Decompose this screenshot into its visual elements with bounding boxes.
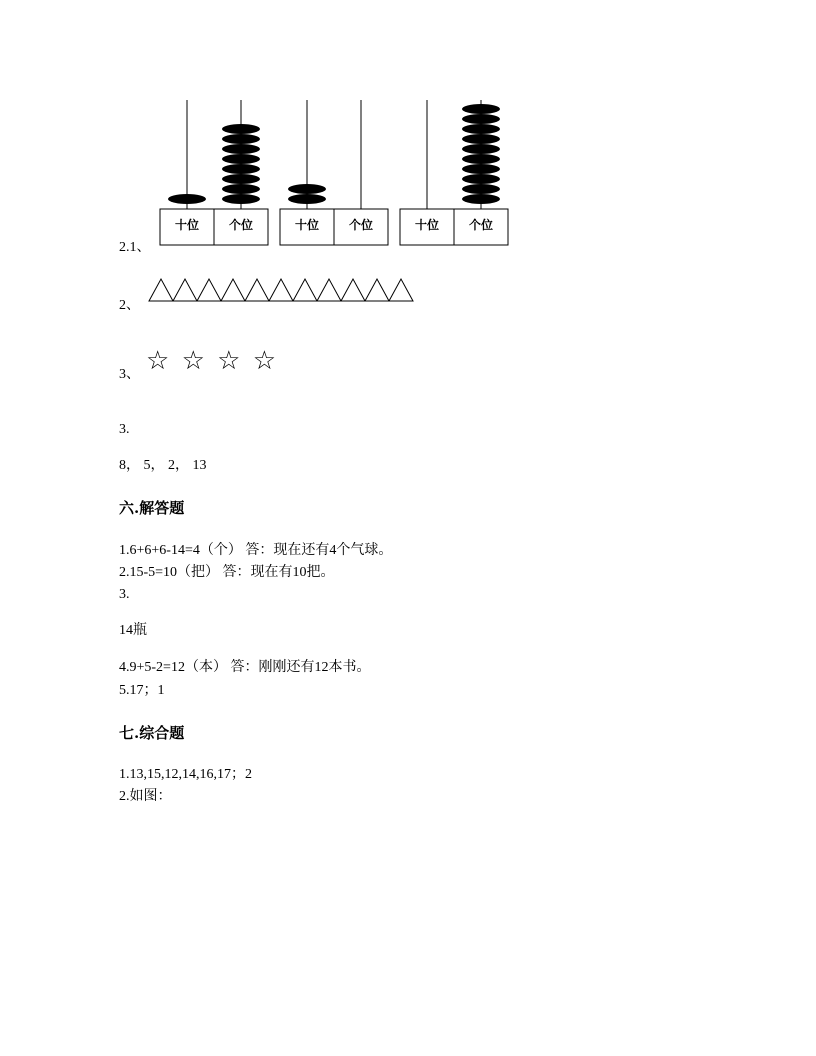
triangle bbox=[245, 279, 269, 301]
triangle bbox=[365, 279, 389, 301]
abacus-bead bbox=[462, 124, 500, 134]
triangle-row bbox=[146, 276, 416, 304]
abacus-bead bbox=[462, 174, 500, 184]
abacus-bead bbox=[222, 164, 260, 174]
question-2-1-label: 2.1、 bbox=[119, 240, 151, 255]
abacus-bead bbox=[222, 154, 260, 164]
triangle bbox=[389, 279, 413, 301]
abacus-bead bbox=[168, 194, 206, 204]
question-2-3-label: 3、 bbox=[119, 367, 140, 382]
abacus-bead bbox=[222, 184, 260, 194]
section-7-line-2: 2.如图： bbox=[119, 789, 172, 804]
section-7-line-1: 1.13,15,12,14,16,17；2 bbox=[119, 767, 252, 782]
question-3-answer: 8， 5， 2， 13 bbox=[119, 458, 207, 473]
triangle bbox=[269, 279, 293, 301]
section-6-line-6: 5.17；1 bbox=[119, 683, 165, 698]
section-6-line-4: 14瓶 bbox=[119, 623, 147, 638]
abacus-bead bbox=[222, 174, 260, 184]
abacus-bead bbox=[222, 194, 260, 204]
abacus-bead bbox=[462, 194, 500, 204]
abacus-bead bbox=[462, 104, 500, 114]
triangle bbox=[341, 279, 365, 301]
abacus-bead bbox=[462, 184, 500, 194]
star-row: ☆ ☆ ☆ ☆ bbox=[146, 346, 279, 376]
abacus-bead bbox=[222, 134, 260, 144]
triangle bbox=[197, 279, 221, 301]
ones-label: 个位 bbox=[348, 218, 374, 232]
ones-label: 个位 bbox=[228, 218, 254, 232]
tens-label: 十位 bbox=[294, 218, 320, 232]
abacus-bead bbox=[288, 194, 326, 204]
triangle bbox=[293, 279, 317, 301]
tens-label: 十位 bbox=[174, 218, 200, 232]
abacus-3 bbox=[400, 100, 508, 245]
tens-label: 十位 bbox=[414, 218, 440, 232]
section-6-line-1: 1.6+6+6-14=4（个） 答：现在还有4个气球。 bbox=[119, 543, 393, 558]
triangle bbox=[317, 279, 341, 301]
abacus-bead bbox=[288, 184, 326, 194]
question-3-label: 3. bbox=[119, 422, 130, 437]
triangle bbox=[149, 279, 173, 301]
abacus-bead bbox=[462, 114, 500, 124]
section-7-title: 七.综合题 bbox=[119, 724, 185, 742]
triangle bbox=[173, 279, 197, 301]
abacus-bead bbox=[462, 164, 500, 174]
abacus-2 bbox=[280, 100, 388, 245]
section-6-line-3: 3. bbox=[119, 587, 130, 602]
ones-label: 个位 bbox=[468, 218, 494, 232]
section-6-line-2: 2.15-5=10（把） 答：现在有10把。 bbox=[119, 565, 335, 580]
triangle bbox=[221, 279, 245, 301]
abacus-bead bbox=[462, 144, 500, 154]
abacus-bead bbox=[462, 134, 500, 144]
abacus-bead bbox=[462, 154, 500, 164]
abacus-bead bbox=[222, 124, 260, 134]
abacus-bead bbox=[222, 144, 260, 154]
abacus-figure bbox=[150, 95, 520, 250]
abacus-1 bbox=[160, 100, 268, 245]
question-2-2-label: 2、 bbox=[119, 298, 140, 313]
section-6-title: 六.解答题 bbox=[119, 499, 185, 517]
section-6-line-5: 4.9+5-2=12（本） 答：刚刚还有12本书。 bbox=[119, 660, 371, 675]
